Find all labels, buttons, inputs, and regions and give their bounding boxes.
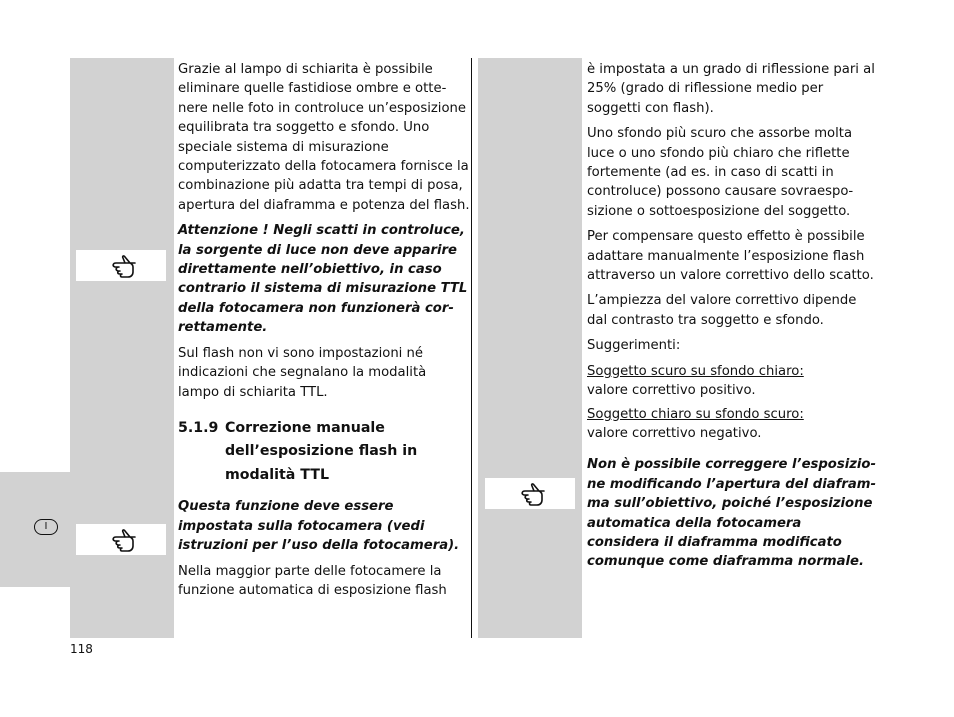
warning-hand-box-1 bbox=[76, 250, 166, 281]
pointing-hand-icon bbox=[101, 528, 141, 552]
tip-text: valore correttivo negativo. bbox=[587, 425, 762, 441]
column-divider bbox=[471, 58, 472, 638]
warning-text: Attenzione ! Negli scatti in controluce, la sorgente di luce non deve apparire direttamente nell’obiettivo, in caso contrario il sistema di misurazione TTL della fotocamera non funzionerà correttamente. bbox=[178, 223, 468, 336]
right-text-column bbox=[587, 60, 877, 578]
tip-text: valore correttivo positivo. bbox=[587, 383, 756, 399]
page-number: 118 bbox=[70, 642, 93, 656]
paragraph: Grazie al lampo di schiarita è possibile eliminare quelle fastidiose ombre e ottenere nelle foto in controluce un’esposizione equilibrata tra soggetto e sfondo. Uno speciale sistema di misurazione computerizzato della fotocamera fornisce la combinazione più adatta tra tempi di posa, apertura del diaframma e potenza del flash. bbox=[178, 62, 470, 213]
language-badge: I bbox=[34, 519, 58, 535]
right-margin-column bbox=[478, 58, 582, 638]
paragraph: è impostata a un grado di riflessione pari al 25% (grado di riflessione medio per soggetti con flash). bbox=[587, 62, 875, 116]
left-text-column bbox=[178, 60, 470, 606]
section-heading bbox=[178, 417, 470, 488]
tip-item bbox=[587, 405, 877, 444]
paragraph: Uno sfondo più scuro che assorbe molta luce o uno sfondo più chiaro che riflette fortemente (ad es. in caso di scatti in controluce) possono causare sovraesposizione o sottoesposizione del soggetto. bbox=[587, 126, 854, 219]
warning-hand-box-3 bbox=[485, 478, 575, 509]
warning-hand-box-2 bbox=[76, 524, 166, 555]
tip-item bbox=[587, 362, 877, 401]
tip-title: Soggetto scuro su sfondo chiaro: bbox=[587, 363, 804, 379]
paragraph: Sul flash non vi sono impostazioni né indicazioni che segnalano la modalità lampo di schiarita TTL. bbox=[178, 345, 427, 400]
paragraph: Suggerimenti: bbox=[587, 338, 681, 354]
section-title: Correzione manuale dell’esposizione flash in modalità TTL bbox=[225, 419, 418, 483]
pointing-hand-icon bbox=[510, 482, 550, 506]
section-number: 5.1.9 bbox=[178, 419, 219, 436]
warning-text: Questa funzione deve essere impostata sulla fotocamera (vedi istruzioni per l’uso della fotocamera). bbox=[178, 499, 460, 554]
pointing-hand-icon bbox=[101, 254, 141, 278]
warning-text: Non è possibile correggere l’esposizione modificando l’apertura del diaframma sull’obiettivo, poiché l’esposizione automatica della fotocamera considera il diaframma modificato comunque come diaframma normale. bbox=[587, 457, 876, 570]
tip-title: Soggetto chiaro su sfondo scuro: bbox=[587, 406, 804, 422]
paragraph: L’ampiezza del valore correttivo dipende dal contrasto tra soggetto e sfondo. bbox=[587, 293, 857, 328]
paragraph: Per compensare questo effetto è possibile adattare manualmente l’esposizione flash attraverso un valore correttivo dello scatto. bbox=[587, 229, 874, 284]
paragraph: Nella maggior parte delle fotocamere la funzione automatica di esposizione flash bbox=[178, 563, 447, 599]
